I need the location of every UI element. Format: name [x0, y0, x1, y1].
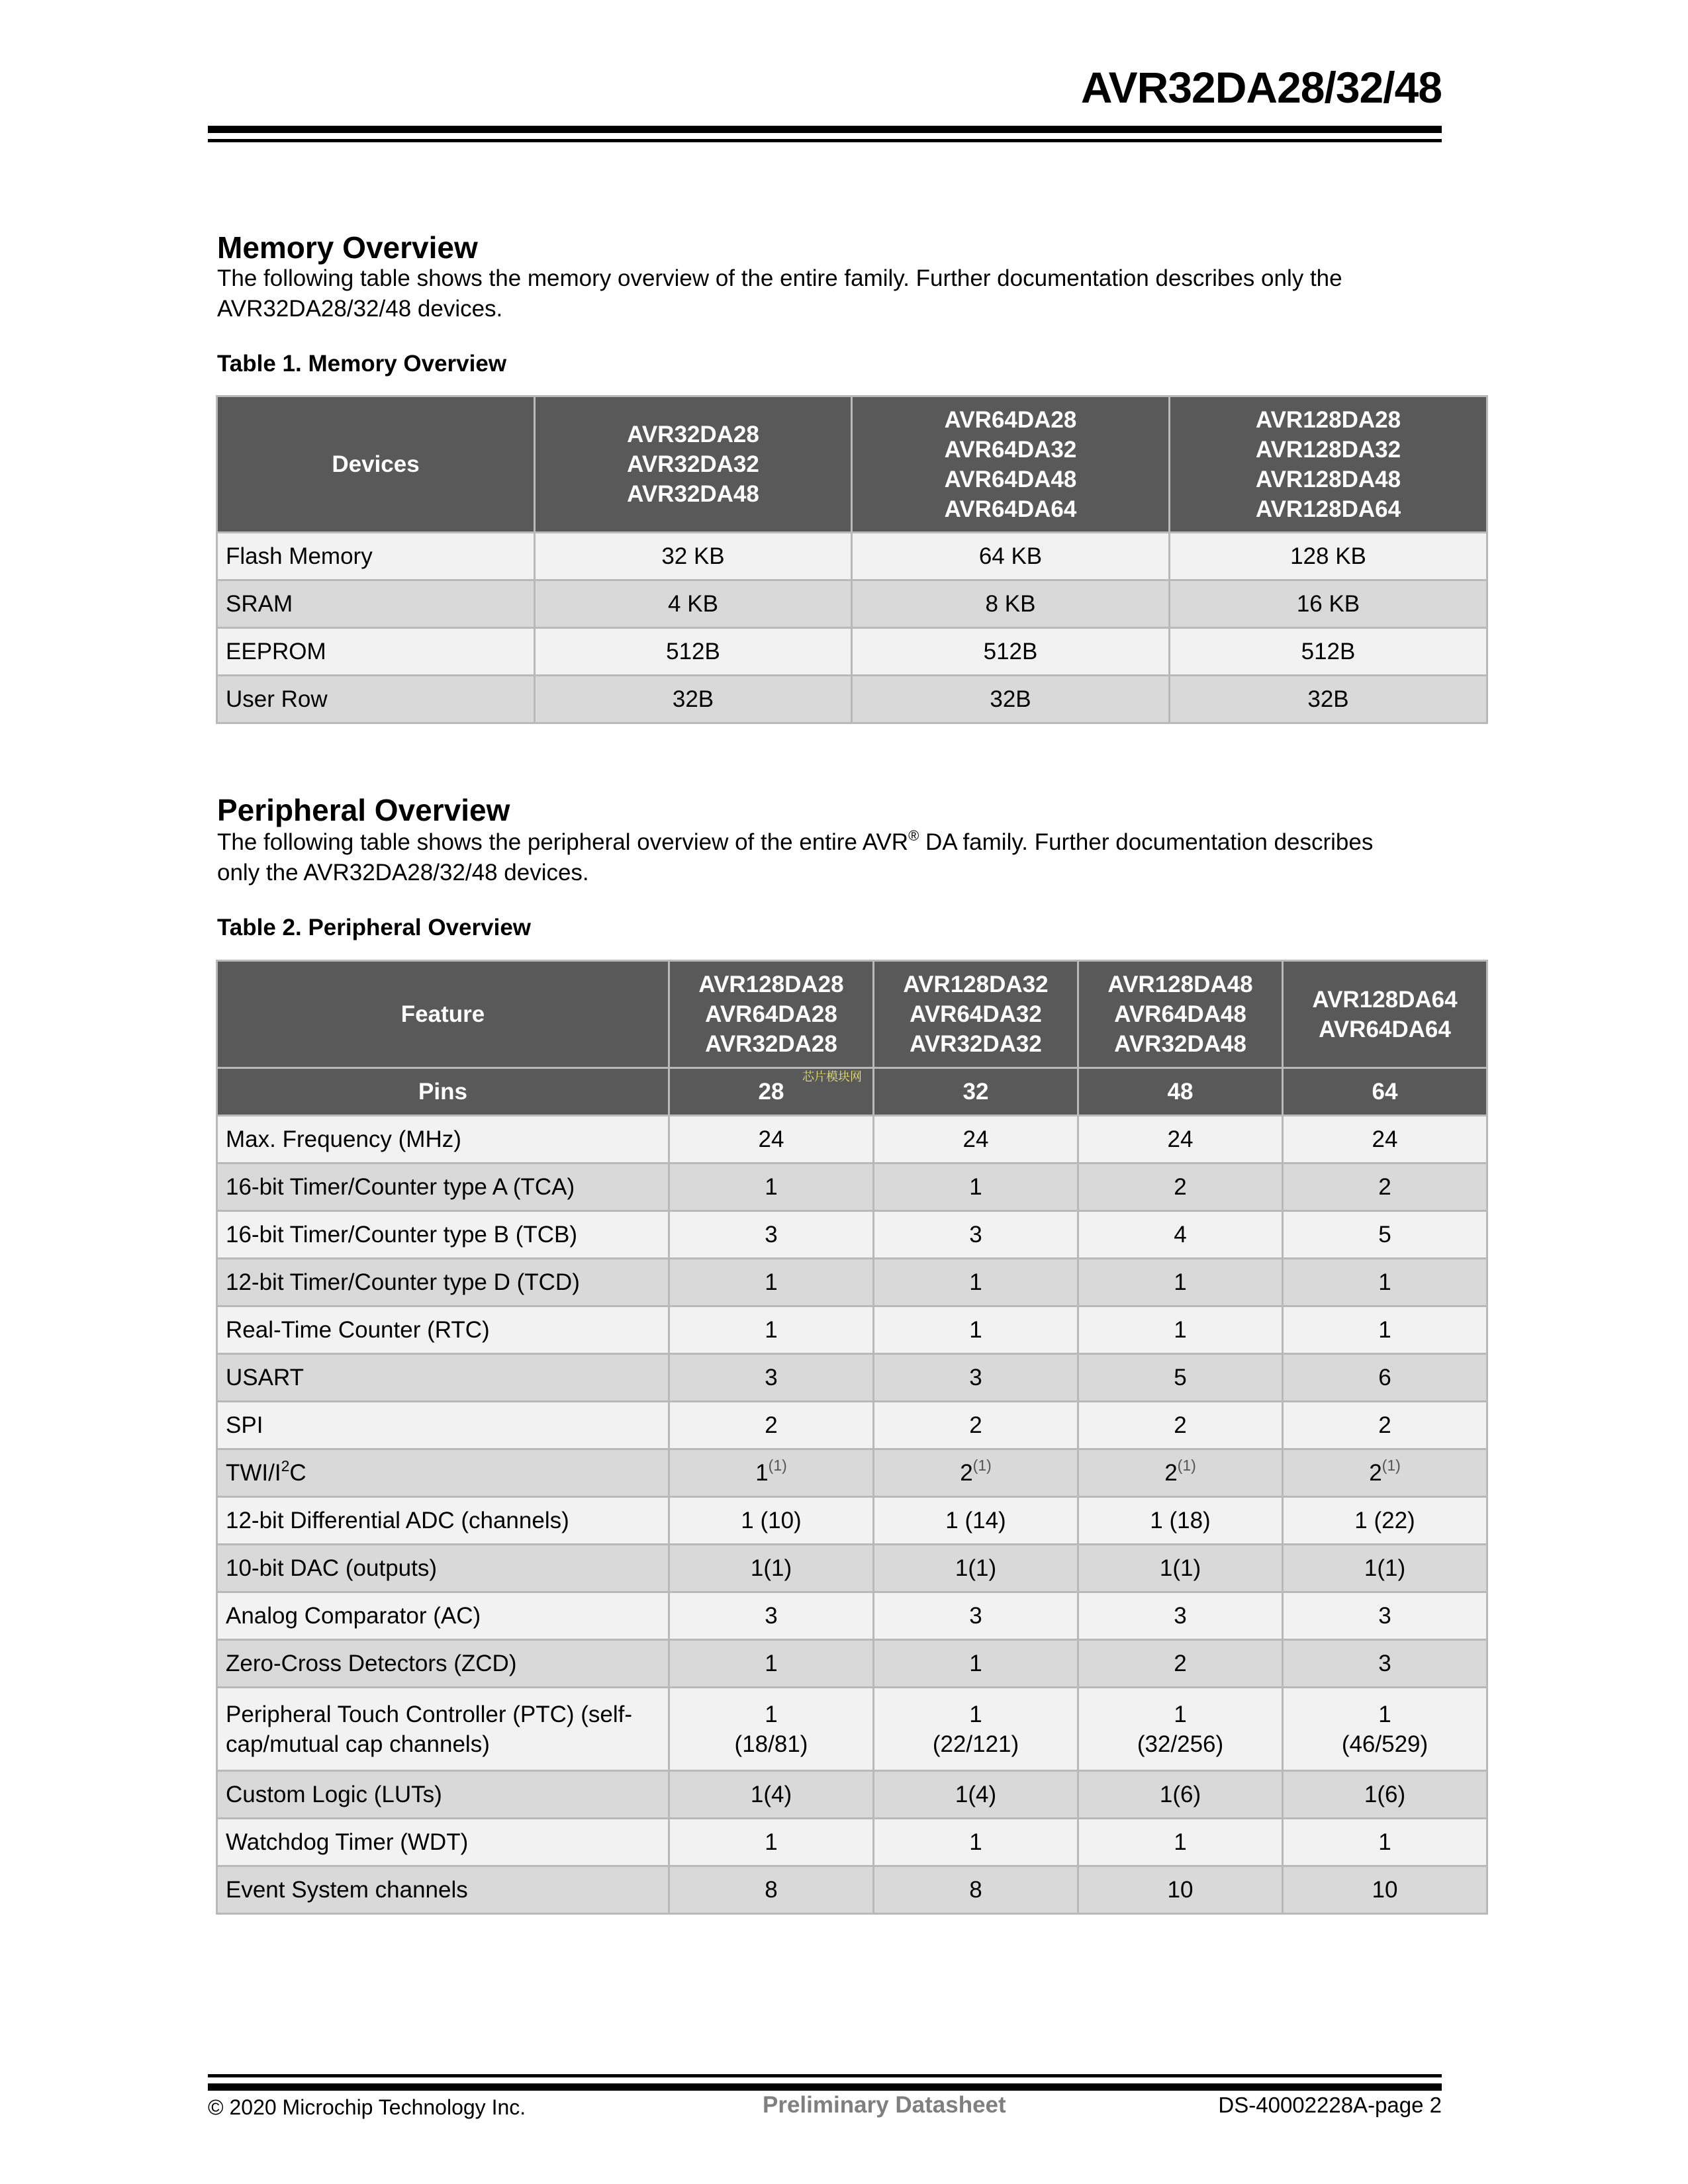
cell-value: 2 — [1283, 1402, 1487, 1449]
table2-caption: Table 2. Peripheral Overview — [217, 915, 532, 940]
row-label: User Row — [217, 676, 535, 723]
memory-intro-line1: The following table shows the memory overview of the entire family. Further documentation describes only the — [217, 265, 1342, 291]
peripheral-overview-heading: Peripheral Overview — [217, 793, 510, 827]
cell-value: 16 KB — [1170, 580, 1487, 628]
row-label: Event System channels — [217, 1866, 669, 1914]
cell-value: 1 (10) — [669, 1497, 874, 1545]
cell-value: 5 — [1283, 1211, 1487, 1259]
cell-value: 1 — [1078, 1306, 1283, 1354]
cell-value: 2 — [669, 1402, 874, 1449]
footer-rule-thin — [208, 2074, 1442, 2077]
cell-value: 3 — [874, 1592, 1078, 1640]
cell-value: 1 (18) — [1078, 1497, 1283, 1545]
row-label: Custom Logic (LUTs) — [217, 1771, 669, 1819]
cell-value: 24 — [669, 1116, 874, 1163]
cell-value: 24 — [1078, 1116, 1283, 1163]
memory-overview-table — [216, 395, 1488, 724]
cell-value: 1 (22) — [1283, 1497, 1487, 1545]
cell-value: 1 (46/529) — [1283, 1688, 1487, 1771]
peripheral-overview-table — [216, 960, 1488, 1915]
cell-value: 64 KB — [852, 533, 1170, 580]
footnote-ref: (1) — [768, 1457, 787, 1474]
table-row — [217, 1866, 1487, 1914]
memory-intro-line2: AVR32DA28/32/48 devices. — [217, 296, 503, 322]
feature-header: Feature — [217, 961, 669, 1068]
column-header-avr64: AVR64DA28 AVR64DA32 AVR64DA48 AVR64DA64 — [852, 396, 1170, 533]
table-row — [217, 628, 1487, 676]
cell-value: 1 — [669, 1640, 874, 1688]
cell-value: 1(4) — [669, 1771, 874, 1819]
cell-value: 1(4) — [874, 1771, 1078, 1819]
table-row — [217, 1545, 1487, 1592]
cell-value: 1 — [874, 1306, 1078, 1354]
row-label: Real-Time Counter (RTC) — [217, 1306, 669, 1354]
cell-value: 1 — [1078, 1819, 1283, 1866]
row-label: 16-bit Timer/Counter type A (TCA) — [217, 1163, 669, 1211]
cell-value: 1(1) — [1078, 1545, 1283, 1592]
cell-value: 3 — [1283, 1592, 1487, 1640]
cell-value: 1 (18/81) — [669, 1688, 874, 1771]
column-header-64pin: AVR128DA64 AVR64DA64 — [1283, 961, 1487, 1068]
memory-overview-intro — [217, 263, 1448, 324]
table-row — [217, 1819, 1487, 1866]
cell-value: 32 KB — [535, 533, 852, 580]
cell-value: 512B — [852, 628, 1170, 676]
table-row — [217, 1354, 1487, 1402]
row-label: Watchdog Timer (WDT) — [217, 1819, 669, 1866]
pins-value: 64 — [1283, 1068, 1487, 1116]
table-row — [217, 1592, 1487, 1640]
cell-value: 6 — [1283, 1354, 1487, 1402]
cell-value: 1(1) — [1283, 1545, 1487, 1592]
registered-mark: ® — [908, 827, 919, 844]
cell-value: 2 — [874, 1402, 1078, 1449]
footer-status: Preliminary Datasheet — [763, 2092, 1006, 2118]
cell-value: 24 — [874, 1116, 1078, 1163]
table-row — [217, 1449, 1487, 1497]
cell-value: 2 — [1078, 1640, 1283, 1688]
table-row — [217, 1306, 1487, 1354]
row-label: 12-bit Differential ADC (channels) — [217, 1497, 669, 1545]
column-header-32pin: AVR128DA32 AVR64DA32 AVR32DA32 — [874, 961, 1078, 1068]
cell-value: 8 KB — [852, 580, 1170, 628]
cell-value: 4 — [1078, 1211, 1283, 1259]
cell-value: 2 — [1283, 1163, 1487, 1211]
cell-value: 1 (14) — [874, 1497, 1078, 1545]
footnote-ref: (1) — [1382, 1457, 1401, 1474]
cell-value: 2$^{(1)}$ — [1078, 1449, 1283, 1497]
table-row — [217, 1116, 1487, 1163]
cell-value: 1 — [874, 1259, 1078, 1306]
cell-value: 1 — [874, 1163, 1078, 1211]
cell-value: 1 — [1283, 1819, 1487, 1866]
cell-value: 1 — [669, 1819, 874, 1866]
cell-value: 32B — [852, 676, 1170, 723]
cell-value: 1 — [874, 1640, 1078, 1688]
table-row — [217, 1497, 1487, 1545]
row-label: SRAM — [217, 580, 535, 628]
cell-value: 1 — [1283, 1259, 1487, 1306]
cell-value: 2$^{(1)}$ — [1283, 1449, 1487, 1497]
footnote-ref: (1) — [972, 1457, 992, 1474]
row-label: Peripheral Touch Controller (PTC) (self- cap/mutual cap channels) — [217, 1688, 669, 1771]
cell-value: 1(1) — [874, 1545, 1078, 1592]
cell-value: 10 — [1283, 1866, 1487, 1914]
table-row — [217, 676, 1487, 723]
footer-copyright: © 2020 Microchip Technology Inc. — [208, 2095, 526, 2119]
cell-value: 3 — [669, 1211, 874, 1259]
cell-value: 32B — [1170, 676, 1487, 723]
row-label: Flash Memory — [217, 533, 535, 580]
pins-value: 48 — [1078, 1068, 1283, 1116]
cell-value: 3 — [874, 1354, 1078, 1402]
table-row — [217, 1640, 1487, 1688]
cell-value: 1(6) — [1078, 1771, 1283, 1819]
table-row — [217, 1688, 1487, 1771]
column-header-avr128: AVR128DA28 AVR128DA32 AVR128DA48 AVR128DA64 — [1170, 396, 1487, 533]
cell-value: 2$^{(1)}$ — [874, 1449, 1078, 1497]
cell-value: 3 — [1078, 1592, 1283, 1640]
footnote-ref: (1) — [1177, 1457, 1196, 1474]
row-label: 12-bit Timer/Counter type D (TCD) — [217, 1259, 669, 1306]
table1-caption: Table 1. Memory Overview — [217, 351, 507, 377]
cell-value: 5 — [1078, 1354, 1283, 1402]
table-row — [217, 1402, 1487, 1449]
cell-value: 3 — [669, 1354, 874, 1402]
document-title: AVR32DA28/32/48 — [1080, 63, 1442, 112]
cell-value: 24 — [1283, 1116, 1487, 1163]
table-row — [217, 1771, 1487, 1819]
cell-value: 1 — [669, 1259, 874, 1306]
header-rule-thin — [208, 139, 1442, 142]
cell-value: 1$^{(1)}$ — [669, 1449, 874, 1497]
table-row — [217, 1163, 1487, 1211]
row-label: USART — [217, 1354, 669, 1402]
cell-value: 1 — [1078, 1259, 1283, 1306]
cell-value: 8 — [874, 1866, 1078, 1914]
cell-value: 32B — [535, 676, 852, 723]
row-label: SPI — [217, 1402, 669, 1449]
cell-value: 1 — [669, 1163, 874, 1211]
footer-page-ref: DS-40002228A-page 2 — [1218, 2093, 1442, 2117]
pins-label: Pins — [217, 1068, 669, 1116]
cell-value: 2 — [1078, 1163, 1283, 1211]
column-header-48pin: AVR128DA48 AVR64DA48 AVR32DA48 — [1078, 961, 1283, 1068]
table-row — [217, 1211, 1487, 1259]
cell-value: 128 KB — [1170, 533, 1487, 580]
pins-value: 28 芯片模块网 — [669, 1068, 874, 1116]
watermark-text: 芯片模块网 — [802, 1070, 862, 1083]
cell-value: 3 — [669, 1592, 874, 1640]
cell-value: 4 KB — [535, 580, 852, 628]
cell-value: 2 — [1078, 1402, 1283, 1449]
row-label: 16-bit Timer/Counter type B (TCB) — [217, 1211, 669, 1259]
column-header-avr32: AVR32DA28 AVR32DA32 AVR32DA48 — [535, 396, 852, 533]
cell-value: 512B — [535, 628, 852, 676]
row-label: TWI/$I^2C$ — [217, 1449, 669, 1497]
column-header-28pin: AVR128DA28 AVR64DA28 AVR32DA28 — [669, 961, 874, 1068]
cell-value: 1 (32/256) — [1078, 1688, 1283, 1771]
devices-header: Devices — [217, 396, 535, 533]
row-label: 10-bit DAC (outputs) — [217, 1545, 669, 1592]
cell-value: 512B — [1170, 628, 1487, 676]
cell-value: 1 — [874, 1819, 1078, 1866]
pins-row — [217, 1068, 1487, 1116]
cell-value: 1 — [669, 1306, 874, 1354]
cell-value: 1 (22/121) — [874, 1688, 1078, 1771]
pins-value: 32 — [874, 1068, 1078, 1116]
header-rule-thick — [208, 126, 1442, 133]
cell-value: 1(1) — [669, 1545, 874, 1592]
cell-value: 3 — [1283, 1640, 1487, 1688]
table-header-row — [217, 961, 1487, 1068]
footer-rule-thick — [208, 2083, 1442, 2091]
cell-value: 8 — [669, 1866, 874, 1914]
table-row — [217, 533, 1487, 580]
peripheral-overview-intro: The following table shows the peripheral overview of the entire AVR® DA family. Further documentation describes only the AVR32DA28/32/48 devices. — [217, 827, 1374, 886]
cell-value: 3 — [874, 1211, 1078, 1259]
table-row — [217, 1259, 1487, 1306]
row-label: Analog Comparator (AC) — [217, 1592, 669, 1640]
cell-value: 1 — [1283, 1306, 1487, 1354]
row-label: Zero-Cross Detectors (ZCD) — [217, 1640, 669, 1688]
row-label: EEPROM — [217, 628, 535, 676]
row-label: Max. Frequency (MHz) — [217, 1116, 669, 1163]
cell-value: 10 — [1078, 1866, 1283, 1914]
table-row — [217, 580, 1487, 628]
cell-value: 1(6) — [1283, 1771, 1487, 1819]
memory-overview-heading: Memory Overview — [217, 230, 478, 265]
table-header-row — [217, 396, 1487, 533]
